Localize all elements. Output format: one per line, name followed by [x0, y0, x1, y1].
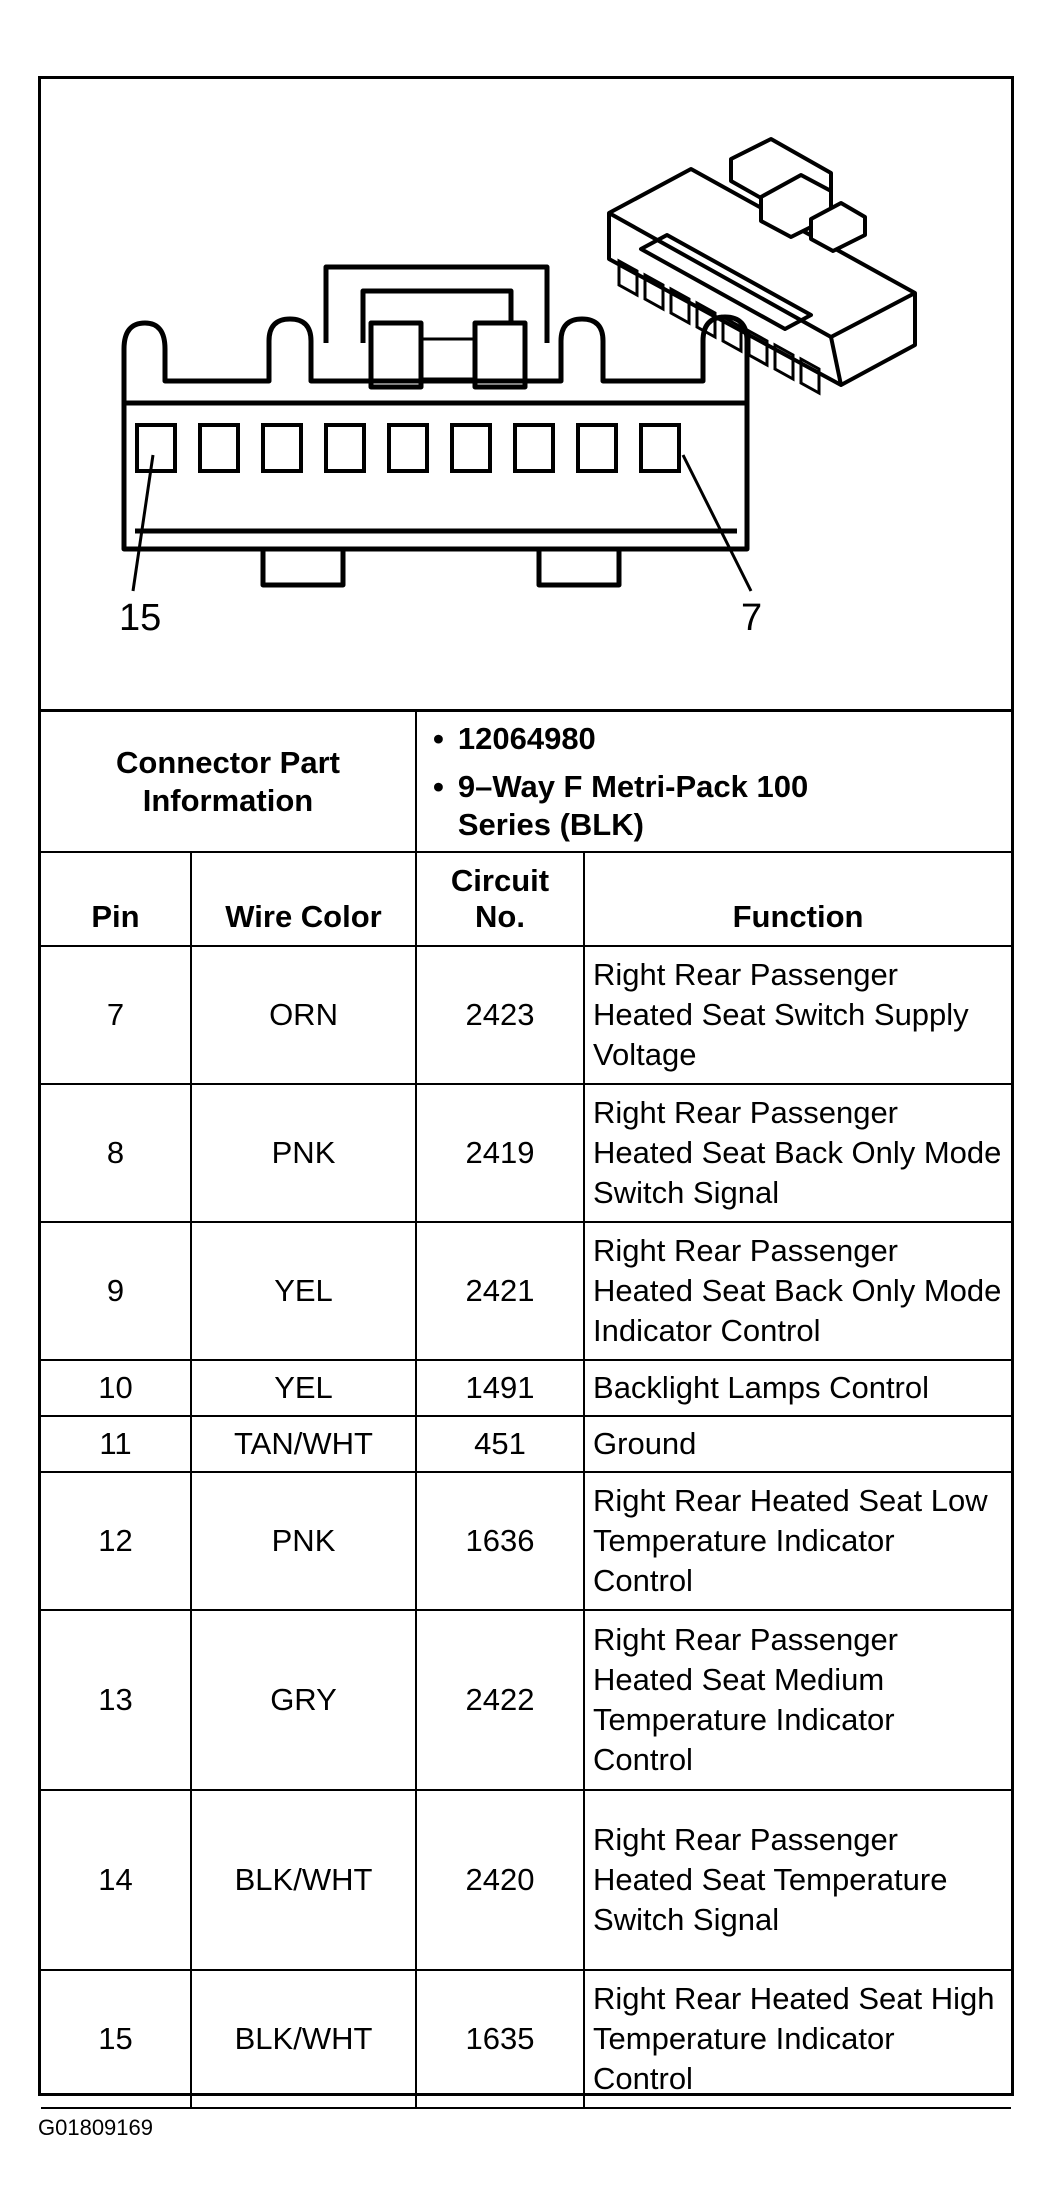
table-row — [41, 1222, 1011, 1360]
part-number: 12064980 — [457, 720, 596, 756]
circuit-cell: 1636 — [416, 1472, 584, 1610]
pin-cell: 15 — [41, 1970, 191, 2108]
callout-pin-7: 7 — [741, 597, 763, 639]
part-info-label: Connector Part Information — [41, 712, 416, 852]
table-row — [41, 1084, 1011, 1222]
col-function: Function — [584, 852, 1011, 946]
pin-cavity — [452, 425, 490, 471]
table-row — [41, 1472, 1011, 1610]
pin-cavity — [578, 425, 616, 471]
pin-cell: 9 — [41, 1222, 191, 1360]
table-row — [41, 1360, 1011, 1416]
wire-color-cell: GRY — [191, 1610, 416, 1790]
pin-cell: 7 — [41, 946, 191, 1084]
column-header-row — [41, 852, 1011, 946]
circuit-cell: 1491 — [416, 1360, 584, 1416]
pin-cavity — [137, 425, 175, 471]
bullet-icon: • — [433, 720, 444, 756]
col-circuit-no: Circuit No. — [416, 852, 584, 946]
pin-cell: 8 — [41, 1084, 191, 1222]
col-wire-color: Wire Color — [191, 852, 416, 946]
pin-cavity — [641, 425, 679, 471]
function-cell: Right Rear Passenger Heated Seat Medium Temperature Indicator Control — [584, 1610, 1011, 1790]
table-row — [41, 1416, 1011, 1472]
pin-cavity — [389, 425, 427, 471]
callout-pin-15: 15 — [119, 597, 162, 639]
wire-color-cell: ORN — [191, 946, 416, 1084]
table-row — [41, 1610, 1011, 1790]
wire-color-cell: PNK — [191, 1084, 416, 1222]
col-pin: Pin — [41, 852, 191, 946]
table-row — [41, 1790, 1011, 1970]
wire-color-cell: TAN/WHT — [191, 1416, 416, 1472]
function-cell: Right Rear Heated Seat Low Temperature Indicator Control — [584, 1472, 1011, 1610]
bullet-icon: • — [433, 768, 444, 804]
function-cell: Right Rear Passenger Heated Seat Switch Supply Voltage — [584, 946, 1011, 1084]
table-row — [41, 1970, 1011, 2108]
circuit-cell: 2419 — [416, 1084, 584, 1222]
wire-color-cell: YEL — [191, 1222, 416, 1360]
circuit-cell: 2423 — [416, 946, 584, 1084]
function-cell: Right Rear Heated Seat High Temperature Indicator Control — [584, 1970, 1011, 2108]
pin-cell: 10 — [41, 1360, 191, 1416]
connector-figure — [41, 79, 1011, 712]
pin-cavity — [200, 425, 238, 471]
pin-cell: 13 — [41, 1610, 191, 1790]
function-cell: Right Rear Passenger Heated Seat Back Only Mode Indicator Control — [584, 1222, 1011, 1360]
pin-cavity — [263, 425, 301, 471]
circuit-cell: 451 — [416, 1416, 584, 1472]
part-series-item — [433, 768, 995, 844]
pin-cell: 14 — [41, 1790, 191, 1970]
part-number-item — [433, 720, 995, 758]
part-info-row — [41, 712, 1011, 852]
part-series: 9–Way F Metri-Pack 100 Series (BLK) — [457, 768, 809, 842]
circuit-cell: 2422 — [416, 1610, 584, 1790]
pin-cavity — [326, 425, 364, 471]
function-cell: Right Rear Passenger Heated Seat Temperature Switch Signal — [584, 1790, 1011, 1970]
circuit-cell: 2421 — [416, 1222, 584, 1360]
function-cell: Ground — [584, 1416, 1011, 1472]
connector-diagram-frame — [38, 76, 1014, 2096]
circuit-cell: 2420 — [416, 1790, 584, 1970]
connector-face-icon — [41, 79, 1011, 709]
wire-color-cell: YEL — [191, 1360, 416, 1416]
function-cell: Right Rear Passenger Heated Seat Back Only Mode Switch Signal — [584, 1084, 1011, 1222]
pin-cell: 12 — [41, 1472, 191, 1610]
wire-color-cell: BLK/WHT — [191, 1790, 416, 1970]
figure-code: G01809169 — [38, 2115, 153, 2140]
table-row — [41, 946, 1011, 1084]
wire-color-cell: BLK/WHT — [191, 1970, 416, 2108]
function-cell: Backlight Lamps Control — [584, 1360, 1011, 1416]
wire-color-cell: PNK — [191, 1472, 416, 1610]
circuit-cell: 1635 — [416, 1970, 584, 2108]
pin-cavity — [515, 425, 553, 471]
pin-cell: 11 — [41, 1416, 191, 1472]
part-info-values — [416, 712, 1011, 852]
pinout-table — [41, 712, 1011, 2109]
